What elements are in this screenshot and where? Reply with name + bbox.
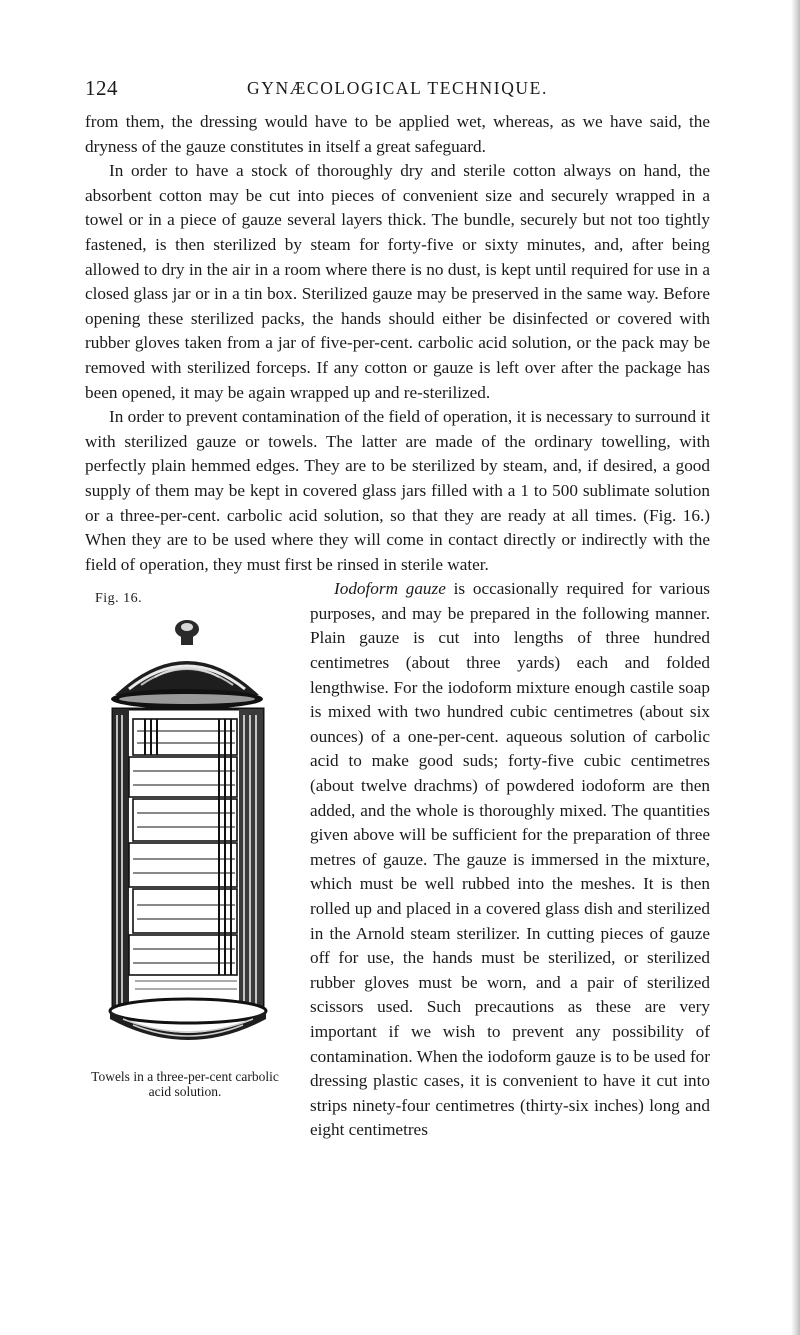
figure-caption [85,1069,285,1099]
body-text [85,110,710,1143]
towel-jar-illustration [99,615,274,1055]
running-head: GYNÆCOLOGICAL TECHNIQUE. [247,78,548,98]
page-header [85,76,710,102]
figure-label: Fig. 16. [95,591,143,607]
page-edge-shadow [791,0,800,1335]
paragraph-continued: from them, the dressing would have to be applied wet, whereas, as we have said, the dryness of the gauze constitutes in itself a great safeguard. [85,112,710,156]
figure-16 [85,587,290,1137]
iodoform-text: is occasionally required for various purposes, and may be prepared in the following manner. Plain gauze is cut into lengths of three hundred centimetres (about three yards) each and folded lengthwise. For the iodoform mixture enough castile soap is mixed with two hundred cubic centimetres (about six ounces) of a one-per-cent. aqueous solution of carbolic acid to make good suds; forty-five cubic centimetres (about twelve drachms) of powdered iodoform are then added, and the whole is thoroughly mixed. The quantities given above will be sufficient for the preparation of three metres of gauze. The gauze is immersed in the mixture, which must be well rubbed into the meshes. It is then rolled up and placed in a covered glass dish and sterilized in the Arnold steam sterilizer. In cutting pieces of gauze off for use, the hands must be sterilized, or sterilized rubber gloves must be worn, and a pair of sterilized scissors used. Such precautions as these are very important if we wish to prevent any possibility of contamination. When the iodoform gauze is to be used for dressing plastic cases, it is convenient to have it cut into strips ninety-four centimetres (thirty-six inches) long and eight centimetres [310,579,710,1140]
iodoform-term: Iodoform gauze [334,579,446,599]
page-number: 124 [85,76,118,100]
paragraph-cotton-stock: In order to have a stock of thoroughly dry and sterile cotton always on hand, the absorbent cotton may be cut into pieces of convenient size and securely wrapped in a towel or in a piece of gauze several layers thick. The bundle, securely but not too tightly fastened, is then sterilized by steam for forty-five or sixty minutes, and, after being allowed to dry in the air in a room where there is no dust, is kept until required for use in a closed glass jar or in a tin box. Sterilized gauze may be preserved in the same way. Before opening these sterilized packs, the hands should either be disinfected or covered with rubber gloves taken from a jar of five-per-cent. carbolic acid solution, or the pack may be removed with sterilized forceps. If any cotton or gauze is left over after the package has been opened, it may be again wrapped up and re-sterilized. [85,161,710,402]
paragraph-towels: In order to prevent contamination of the field of operation, it is necessary to surround it with sterilized gauze or towels. The latter are made of the ordinary towelling, with perfectly plain hemmed edges. They are to be sterilized by steam, and, if desired, a good supply of them may be kept in covered glass jars filled with a 1 to 500 sublimate solution or a three-per-cent. carbolic acid solution, so that they are ready at all times. (Fig. 16.) When they are to be used where they will come in contact directly or indirectly with the field of operation, they must first be rinsed in sterile water. [85,407,710,574]
figure-caption-text: Towels in a three-per-cent carbolic acid solution. [91,1069,279,1100]
